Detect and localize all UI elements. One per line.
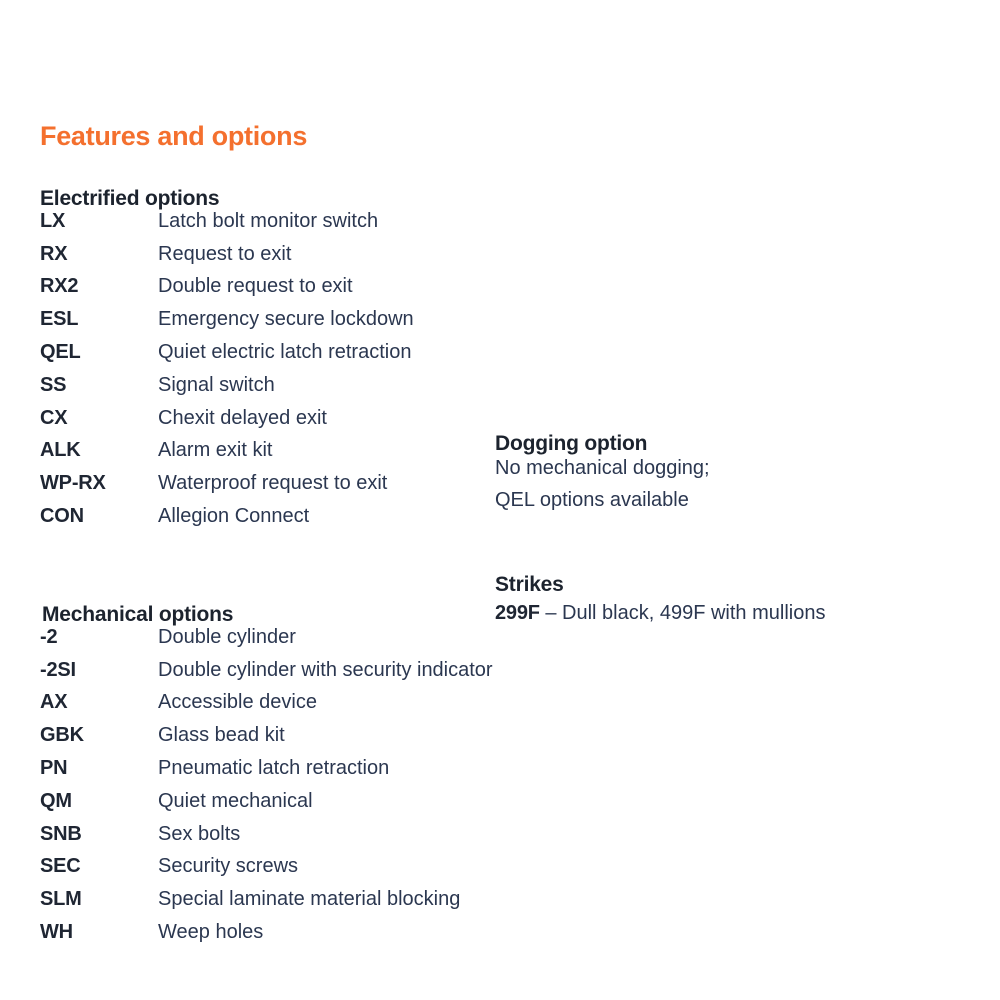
option-code: ESL bbox=[40, 308, 79, 331]
option-row bbox=[40, 687, 493, 720]
option-desc: Waterproof request to exit bbox=[158, 472, 388, 495]
option-code: RX2 bbox=[40, 275, 79, 298]
option-code: RX bbox=[40, 242, 68, 265]
option-desc: Special laminate material blocking bbox=[158, 888, 461, 911]
option-code: QEL bbox=[40, 341, 81, 364]
mechanical-options-heading: Mechanical options bbox=[42, 603, 234, 627]
option-code: WH bbox=[40, 921, 73, 944]
option-desc: Latch bolt monitor switch bbox=[158, 209, 379, 232]
option-row bbox=[40, 883, 493, 916]
electrified-options-list bbox=[40, 205, 414, 533]
option-desc: Accessible device bbox=[158, 691, 317, 714]
option-desc: Weep holes bbox=[158, 921, 264, 944]
option-code: SNB bbox=[40, 822, 82, 845]
option-code: LX bbox=[40, 209, 66, 232]
option-desc: Pneumatic latch retraction bbox=[158, 757, 390, 780]
option-code: -2SI bbox=[40, 658, 76, 681]
option-code: CX bbox=[40, 406, 68, 429]
option-code: SS bbox=[40, 373, 67, 396]
dogging-line-1: No mechanical dogging; bbox=[495, 457, 710, 479]
option-row bbox=[40, 818, 493, 851]
option-row bbox=[40, 271, 414, 304]
option-row bbox=[40, 402, 414, 435]
option-row bbox=[40, 719, 493, 752]
option-code: SEC bbox=[40, 855, 81, 878]
option-code: GBK bbox=[40, 724, 84, 747]
option-code: PN bbox=[40, 757, 68, 780]
option-row bbox=[40, 238, 414, 271]
option-desc: Request to exit bbox=[158, 242, 292, 265]
option-code: AX bbox=[40, 691, 68, 714]
option-row bbox=[40, 205, 414, 238]
option-row bbox=[40, 621, 493, 654]
option-row bbox=[40, 785, 493, 818]
option-row bbox=[40, 435, 414, 468]
electrified-options-heading: Electrified options bbox=[40, 187, 220, 211]
option-row bbox=[40, 336, 414, 369]
option-desc: Double request to exit bbox=[158, 275, 353, 298]
strike-desc: – Dull black, 499F with mullions bbox=[539, 602, 826, 624]
mechanical-options-list bbox=[40, 621, 493, 949]
option-desc: Emergency secure lockdown bbox=[158, 308, 414, 331]
option-desc: Quiet mechanical bbox=[158, 789, 313, 812]
option-desc: Glass bead kit bbox=[158, 724, 285, 747]
option-desc: Chexit delayed exit bbox=[158, 406, 327, 429]
option-row bbox=[40, 500, 414, 533]
option-desc: Quiet electric latch retraction bbox=[158, 341, 412, 364]
option-code: WP-RX bbox=[40, 472, 106, 495]
option-desc: Double cylinder bbox=[158, 625, 296, 648]
option-code: QM bbox=[40, 789, 72, 812]
option-row bbox=[40, 654, 493, 687]
page-title: Features and options bbox=[40, 121, 308, 152]
option-code: ALK bbox=[40, 439, 81, 462]
option-row bbox=[40, 916, 493, 949]
option-desc: Alarm exit kit bbox=[158, 439, 273, 462]
option-code: CON bbox=[40, 505, 84, 528]
option-desc: Double cylinder with security indicator bbox=[158, 658, 493, 681]
option-row bbox=[40, 369, 414, 402]
option-code: SLM bbox=[40, 888, 82, 911]
strikes-line bbox=[495, 597, 825, 629]
dogging-option-body bbox=[495, 452, 710, 516]
option-row bbox=[40, 303, 414, 336]
dogging-option-heading: Dogging option bbox=[495, 432, 648, 456]
option-desc: Sex bolts bbox=[158, 822, 241, 845]
strike-code: 299F bbox=[495, 602, 540, 624]
option-desc: Security screws bbox=[158, 855, 299, 878]
option-code: -2 bbox=[40, 625, 58, 648]
option-row bbox=[40, 467, 414, 500]
strikes-heading: Strikes bbox=[495, 573, 564, 597]
dogging-line-2: QEL options available bbox=[495, 489, 689, 511]
option-row bbox=[40, 752, 493, 785]
option-desc: Allegion Connect bbox=[158, 505, 310, 528]
option-desc: Signal switch bbox=[158, 373, 275, 396]
option-row bbox=[40, 851, 493, 884]
